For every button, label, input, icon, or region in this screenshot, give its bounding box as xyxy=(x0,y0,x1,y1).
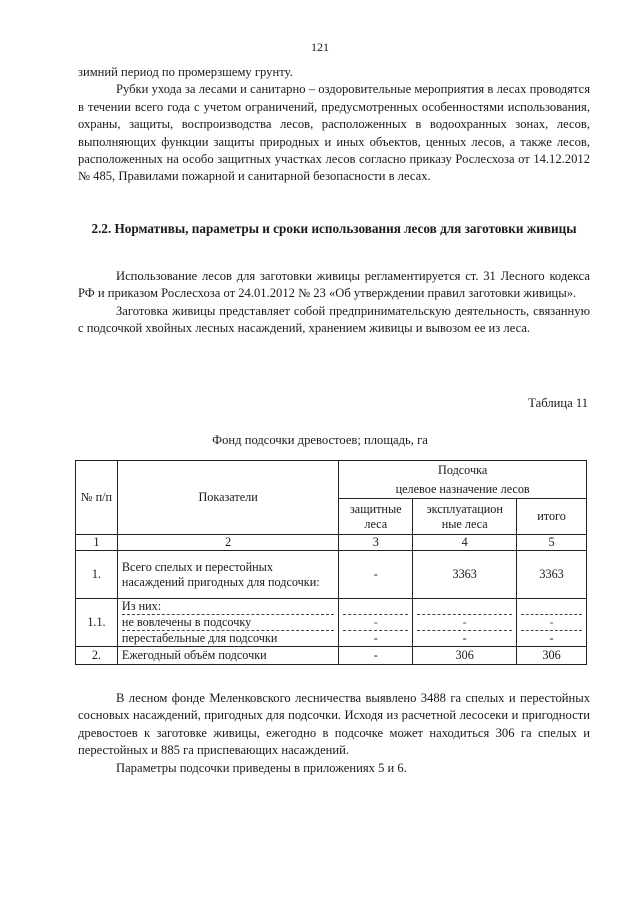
row-protective-group xyxy=(339,599,413,647)
row-total: 3363 xyxy=(517,551,587,599)
spacer xyxy=(343,599,408,615)
row-protective-c: - xyxy=(373,631,378,645)
row-num: 1.1. xyxy=(76,599,118,647)
header-total: итого xyxy=(517,499,587,535)
index-cell: 5 xyxy=(517,535,587,551)
header-num: № п/п xyxy=(76,461,118,535)
spacer xyxy=(521,599,582,615)
section-paragraph-1: Использование лесов для заготовки живицы регламентируется ст. 31 Лесного кодекса РФ и приказом Рослесхоза от 24.01.2012 № 23 «Об утверждении правил заготовки живицы». xyxy=(78,269,590,301)
section-paragraph-2: Заготовка живицы представляет собой предпринимательскую деятельность, связанную с подсочкой хвойных лесных насаждений, хранением живицы и вывозом ее из леса. xyxy=(78,303,590,336)
row-label-group xyxy=(117,599,338,647)
table-row xyxy=(76,551,587,599)
index-cell: 3 xyxy=(339,535,413,551)
section-body xyxy=(78,268,590,338)
row-label: Ежегодный объём подсочки xyxy=(117,647,338,665)
closing-paragraph-2: Параметры подсочки приведены в приложениях 5 и 6. xyxy=(116,760,407,775)
row-label-b: не вовлечены в подсочку xyxy=(122,615,334,631)
index-cell: 2 xyxy=(117,535,338,551)
table-caption: Таблица 11 xyxy=(528,396,588,410)
row-exploitation: 3363 xyxy=(413,551,517,599)
page-number: 121 xyxy=(311,40,329,54)
index-cell: 4 xyxy=(413,535,517,551)
intro-block xyxy=(78,64,590,186)
index-cell: 1 xyxy=(76,535,118,551)
header-group: Подсочка xyxy=(339,461,587,481)
row-label: Всего спелых и перестойных насаждений пригодных для подсочки: xyxy=(117,551,338,599)
header-exploitation: эксплуатацион ные леса xyxy=(413,499,517,535)
row-total-b: - xyxy=(521,615,582,631)
table-index-row xyxy=(76,535,587,551)
row-exploitation-group xyxy=(413,599,517,647)
intro-paragraph: Рубки ухода за лесами и санитарно – оздоровительные мероприятия в лесах проводятся в течении всего года с учетом ограничений, предусмотренных особенностями использования, охраны, защиты, воспроизводства лесов, расположенных в водоохранных зонах, лесов, выполняющих функции защиты природных и иных объектов, ценных лесов, а также лесов, расположенных на особо защитных участках лесов согласно приказу Рослесхоза от 14.12.2012 № 485, Правилами пожарной и санитарной безопасности в лесах. xyxy=(78,82,590,184)
table-row xyxy=(76,599,587,647)
row-label-c: перестабельные для подсочки xyxy=(121,631,278,645)
table-row xyxy=(76,647,587,665)
row-exploitation-c: - xyxy=(462,631,467,645)
intro-continued-line: зимний период по промерзшему грунту. xyxy=(78,65,293,79)
row-exploitation-b: - xyxy=(417,615,512,631)
header-indicators: Показатели xyxy=(117,461,338,535)
header-subgroup: целевое назначение лесов xyxy=(339,481,587,499)
row-total-group xyxy=(517,599,587,647)
closing-block xyxy=(78,690,590,777)
data-table xyxy=(75,460,587,665)
header-protective: защитные леса xyxy=(339,499,413,535)
row-protective-b: - xyxy=(343,615,408,631)
row-label-a: Из них: xyxy=(122,599,334,615)
section-heading: 2.2. Нормативы, параметры и сроки использования лесов для заготовки живицы xyxy=(91,221,577,236)
row-total: 306 xyxy=(517,647,587,665)
closing-paragraph-1: В лесном фонде Меленковского лесничества выявлено 3488 га спелых и перестойных сосновых насаждений, пригодных для подсочки. Исходя из расчетной лесосеки и пригодности древостоев к заготовке живицы, ежегодно в подсочке может находиться 306 га спелых и перестойных и 885 га приспевающих насаждений. xyxy=(78,691,590,758)
row-num: 2. xyxy=(76,647,118,665)
row-protective: - xyxy=(339,551,413,599)
row-num: 1. xyxy=(76,551,118,599)
spacer xyxy=(417,599,512,615)
row-exploitation: 306 xyxy=(413,647,517,665)
table-title: Фонд подсочки древостоев; площадь, га xyxy=(212,433,428,447)
row-total-c: - xyxy=(549,631,554,645)
row-protective: - xyxy=(339,647,413,665)
